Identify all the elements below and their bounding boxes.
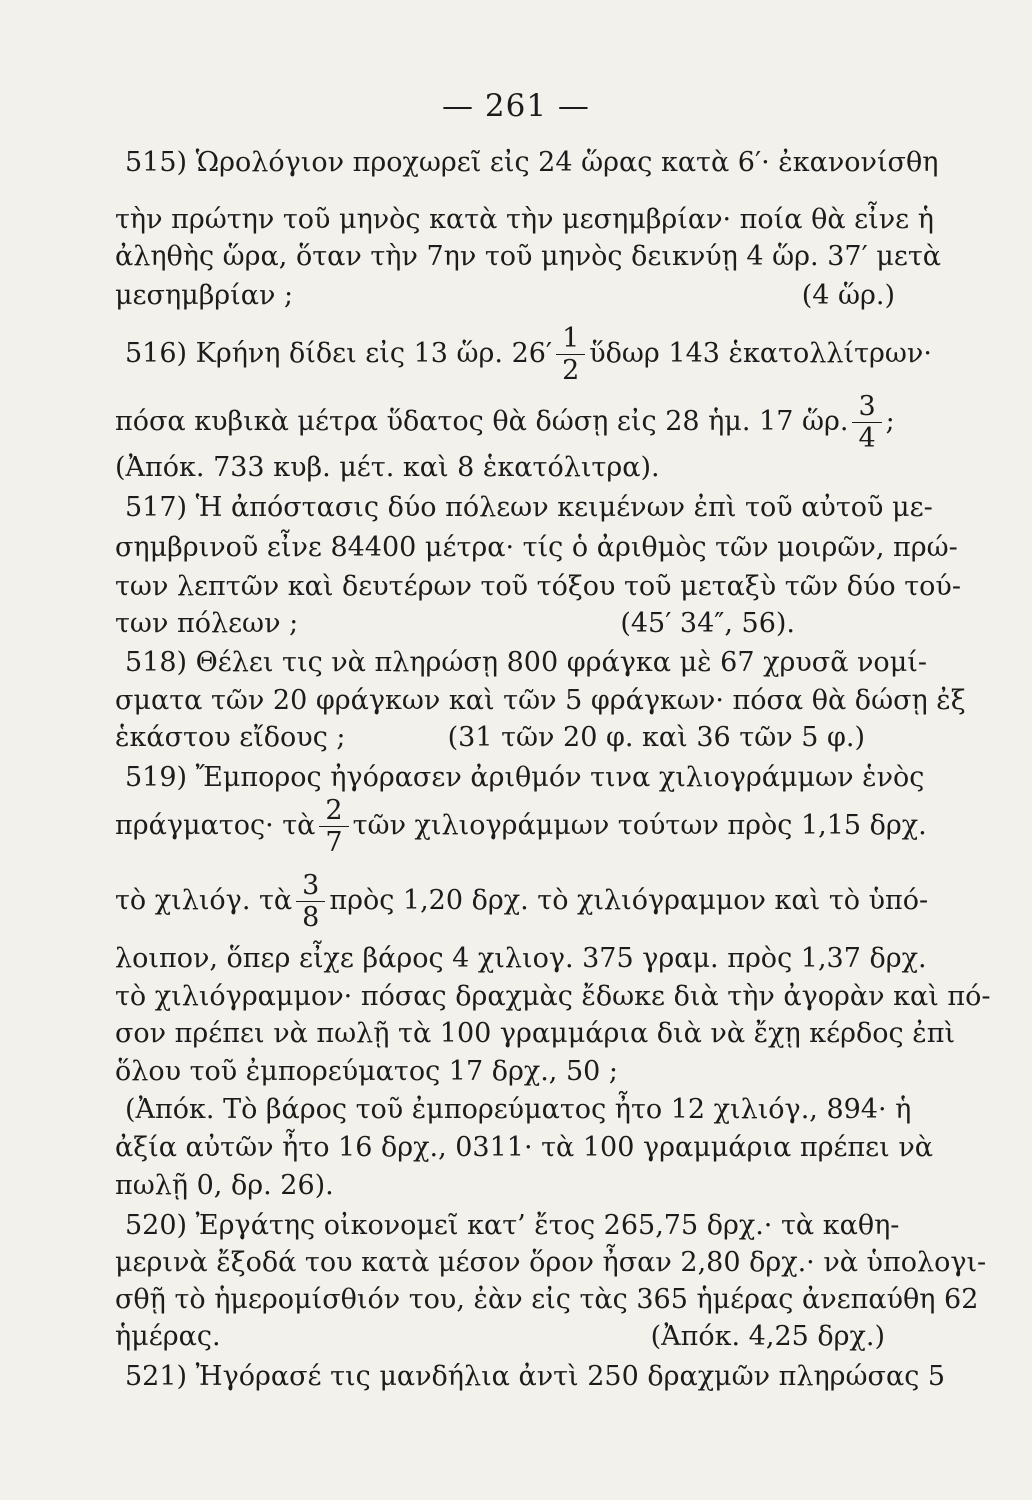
problem-520-line-4 (115, 1317, 895, 1357)
problem-519-line-5: τὸ χιλιόγραμμον· πόσας δραχμὰς ἔδωκε διὰ τὴν ἀγορὰν καὶ πό- (115, 981, 991, 1012)
problem-515-line-4 (115, 276, 895, 316)
problem-519-answer-line-1: (Ἀπόκ. Τὸ βάρος τοῦ ἐμπορεύματος ἦτο 12 χιλιόγ., 894· ἡ (125, 1094, 912, 1125)
page-number: — 261 — (442, 88, 590, 124)
problem-517-line-3: των λεπτῶν καὶ δευτέρων τοῦ τόξου τοῦ μεταξὺ τῶν δύο τού- (115, 571, 961, 602)
problem-515-answer: (4 ὥρ.) (801, 280, 895, 311)
problem-518-line-2: σματα τῶν 20 φράγκων καὶ τῶν 5 φράγκων· πόσα θὰ δώσῃ ἐξ (115, 685, 966, 716)
problem-517-line-4 (115, 604, 895, 644)
fraction-numerator: 1 (556, 323, 585, 355)
fraction-numerator: 2 (319, 795, 348, 827)
problem-516-answer: (Ἀπόκ. 733 κυβ. μέτ. καὶ 8 ἑκατόλιτρα). (115, 452, 660, 483)
fraction-numerator: 3 (296, 870, 325, 902)
problem-519-text-a: πράγματος· τὰ (115, 810, 316, 841)
problem-521-line-1: 521) Ἠγόρασέ τις μανδήλια ἀντὶ 250 δραχμῶν πληρώσας 5 (125, 1361, 946, 1392)
problem-520-question-end: ἡμέρας. (115, 1321, 221, 1352)
problem-515-line-2: τὴν πρώτην τοῦ μηνὸς κατὰ τὴν μεσημβρίαν· ποία θὰ εἶνε ἡ (115, 204, 934, 235)
problem-518-line-3 (115, 718, 895, 758)
problem-518-line-1: 518) Θέλει τις νὰ πληρώσῃ 800 φράγκα μὲ 67 χρυσᾶ νομί- (125, 647, 927, 678)
problem-516-line-2 (115, 391, 895, 454)
fraction-denominator: 4 (858, 423, 876, 454)
problem-515-line-3: ἀληθὴς ὥρα, ὅταν τὴν 7ην τοῦ μηνὸς δεικνύῃ 4 ὥρ. 37′ μετὰ (115, 241, 941, 272)
problem-519-answer-line-3: πωλῇ 0, δρ. 26). (115, 1170, 334, 1201)
problem-520-line-3: σθῇ τὸ ἡμερομίσθιόν του, ἐὰν εἰς τὰς 365 ἡμέρας ἀνεπαύθη 62 (115, 1284, 979, 1315)
problem-520-line-2: μερινὰ ἔξοδά του κατὰ μέσον ὅρον ἦσαν 2,80 δρχ.· νὰ ὑπολογι- (115, 1247, 987, 1278)
problem-516-text-d: ; (885, 406, 895, 437)
problem-519-line-3 (115, 870, 929, 933)
fraction-one-half (556, 323, 585, 386)
problem-516-line-1 (125, 323, 932, 386)
fraction-denominator: 8 (302, 902, 320, 933)
problem-518-question-end: ἑκάστου εἴδους ; (115, 722, 346, 753)
fraction-numerator: 3 (852, 391, 881, 423)
fraction-denominator: 7 (325, 827, 343, 858)
problem-519-line-6: σον πρέπει νὰ πωλῇ τὰ 100 γραμμάρια διὰ νὰ ἔχῃ κέρδος ἐπὶ (115, 1018, 956, 1049)
fraction-denominator: 2 (562, 355, 580, 386)
problem-520-line-1: 520) Ἐργάτης οἰκονομεῖ κατ’ ἔτος 265,75 δρχ.· τὰ καθη- (125, 1210, 900, 1241)
fraction-three-quarters (852, 391, 881, 454)
problem-517-line-1: 517) Ἡ ἀπόστασις δύο πόλεων κειμένων ἐπὶ τοῦ αὐτοῦ με- (125, 492, 933, 523)
problem-517-line-2: σημβρινοῦ εἶνε 84400 μέτρα· τίς ὁ ἀριθμὸς τῶν μοιρῶν, πρώ- (115, 532, 958, 563)
problem-519-line-2 (115, 795, 927, 858)
problem-518-answer: (31 τῶν 20 φ. καὶ 36 τῶν 5 φ.) (447, 722, 865, 753)
problem-520-answer: (Ἀπόκ. 4,25 δρχ.) (650, 1321, 885, 1352)
fraction-three-eighths (296, 870, 325, 933)
problem-515-line-1: 515) Ὡρολόγιον προχωρεῖ εἰς 24 ὥρας κατὰ 6′· ἐκανονίσθη (125, 147, 939, 178)
problem-519-answer-line-2: ἀξία αὐτῶν ἦτο 16 δρχ., 0311· τὰ 100 γραμμάρια πρέπει νὰ (115, 1132, 933, 1163)
problem-519-line-1: 519) Ἔμπορος ἠγόρασεν ἀριθμόν τινα χιλιογράμμων ἑνὸς (125, 762, 925, 793)
problem-517-question-end: των πόλεων ; (115, 608, 299, 639)
fraction-two-sevenths (319, 795, 348, 858)
problem-519-line-7: ὅλου τοῦ ἐμπορεύματος 17 δρχ., 50 ; (115, 1056, 619, 1087)
problem-519-text-d: πρὸς 1,20 δρχ. τὸ χιλιόγραμμον καὶ τὸ ὑπό- (329, 885, 929, 916)
problem-517-answer: (45′ 34″, 56). (620, 608, 795, 639)
problem-519-text-c: τὸ χιλιόγ. τὰ (115, 885, 293, 916)
problem-519-text-b: τῶν χιλιογράμμων τούτων πρὸς 1,15 δρχ. (352, 810, 927, 841)
problem-516-text-c: πόσα κυβικὰ μέτρα ὕδατος θὰ δώσῃ εἰς 28 ἡμ. 17 ὥρ. (115, 406, 849, 437)
problem-519-line-4: λοιπον, ὅπερ εἶχε βάρος 4 χιλιογ. 375 γραμ. πρὸς 1,37 δρχ. (115, 943, 927, 974)
problem-516-text-b: ὕδωρ 143 ἑκατολλίτρων· (589, 338, 932, 369)
problem-515-question-end: μεσημβρίαν ; (115, 280, 294, 311)
problem-516-text-a: 516) Κρήνη δίδει εἰς 13 ὥρ. 26′ (125, 338, 553, 369)
